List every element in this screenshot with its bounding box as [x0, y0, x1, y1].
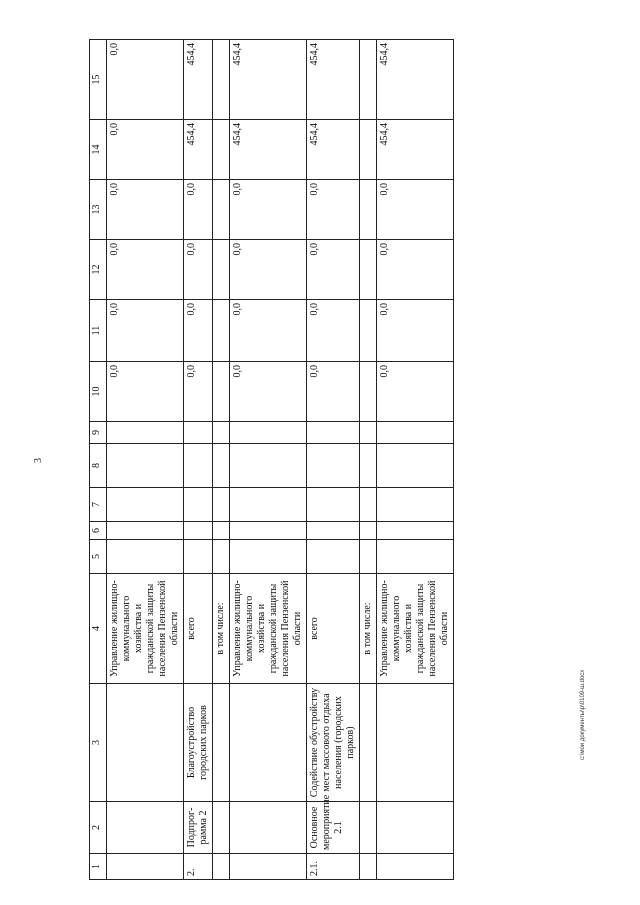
cell-col-2 — [230, 802, 307, 854]
cell-col-10 — [213, 362, 230, 422]
cell-col-13: 0,0 — [377, 180, 454, 240]
cell-col-1: 2. — [184, 854, 213, 880]
budget-table-rotated — [89, 40, 584, 880]
cell-col-15: 454,4 — [377, 40, 454, 120]
cell-col-5 — [184, 540, 213, 574]
cell-col-7 — [230, 488, 307, 522]
column-number-2: 2 — [90, 802, 107, 854]
cell-col-14: 454,4 — [377, 120, 454, 180]
table-row — [377, 40, 454, 880]
column-number-4: 4 — [90, 574, 107, 684]
column-number-6: 6 — [90, 522, 107, 540]
cell-col-15: 0,0 — [107, 40, 184, 120]
cell-col-9 — [213, 422, 230, 444]
cell-col-6 — [184, 522, 213, 540]
cell-col-13: 0,0 — [307, 180, 360, 240]
cell-col-7 — [307, 488, 360, 522]
column-number-3: 3 — [90, 684, 107, 802]
cell-col-10: 0,0 — [184, 362, 213, 422]
cell-col-12 — [360, 240, 377, 300]
cell-col-13: 0,0 — [184, 180, 213, 240]
cell-col-1 — [230, 854, 307, 880]
cell-col-2: Подпрог-рамма 2 — [184, 802, 213, 854]
cell-col-7 — [213, 488, 230, 522]
cell-col-14: 454,4 — [307, 120, 360, 180]
cell-col-11: 0,0 — [307, 300, 360, 362]
cell-col-9 — [307, 422, 360, 444]
cell-col-15 — [360, 40, 377, 120]
cell-col-12 — [213, 240, 230, 300]
cell-col-13: 0,0 — [107, 180, 184, 240]
column-number-9: 9 — [90, 422, 107, 444]
cell-col-12: 0,0 — [230, 240, 307, 300]
column-number-14: 14 — [90, 120, 107, 180]
cell-col-9 — [107, 422, 184, 444]
cell-col-9 — [184, 422, 213, 444]
table-row — [213, 40, 230, 880]
table-body — [107, 40, 454, 880]
cell-col-7 — [377, 488, 454, 522]
cell-col-3: Содействие обустройству мест массового отдыха населения (городских парков) — [307, 684, 360, 802]
cell-col-15: 454,4 — [307, 40, 360, 120]
cell-col-15: 454,4 — [230, 40, 307, 120]
cell-col-1 — [360, 854, 377, 880]
cell-col-3 — [377, 684, 454, 802]
cell-col-11: 0,0 — [377, 300, 454, 362]
column-number-15: 15 — [90, 40, 107, 120]
cell-col-7 — [107, 488, 184, 522]
cell-col-3 — [360, 684, 377, 802]
cell-col-5 — [307, 540, 360, 574]
cell-col-4: Управление жилищно-коммунального хозяйства и гражданской защиты населения Пензенской области — [230, 574, 307, 684]
cell-col-2: Основное мероприятие 2.1 — [307, 802, 360, 854]
cell-col-10 — [360, 362, 377, 422]
cell-col-6 — [107, 522, 184, 540]
cell-col-2 — [360, 802, 377, 854]
budget-table — [89, 39, 454, 880]
cell-col-14 — [213, 120, 230, 180]
cell-col-2 — [213, 802, 230, 854]
table-row — [307, 40, 360, 880]
cell-col-3 — [213, 684, 230, 802]
cell-col-11: 0,0 — [230, 300, 307, 362]
cell-col-1: 2.1. — [307, 854, 360, 880]
table-row — [360, 40, 377, 880]
cell-col-8 — [360, 444, 377, 488]
cell-col-4: Управление жилищно-коммунального хозяйства и гражданской защиты населения Пензенской области — [377, 574, 454, 684]
cell-col-8 — [230, 444, 307, 488]
column-number-8: 8 — [90, 444, 107, 488]
cell-col-6 — [213, 522, 230, 540]
cell-col-13: 0,0 — [230, 180, 307, 240]
cell-col-4: Управление жилищно-коммунального хозяйства и гражданской защиты населения Пензенской области — [107, 574, 184, 684]
table-row — [107, 40, 184, 880]
column-number-12: 12 — [90, 240, 107, 300]
cell-col-4: в том числе: — [213, 574, 230, 684]
cell-col-4: в том числе: — [360, 574, 377, 684]
cell-col-11: 0,0 — [184, 300, 213, 362]
cell-col-8 — [377, 444, 454, 488]
cell-col-13 — [213, 180, 230, 240]
cell-col-10: 0,0 — [377, 362, 454, 422]
column-number-10: 10 — [90, 362, 107, 422]
table-row — [230, 40, 307, 880]
cell-col-14: 0,0 — [107, 120, 184, 180]
cell-col-9 — [230, 422, 307, 444]
cell-col-8 — [184, 444, 213, 488]
cell-col-9 — [377, 422, 454, 444]
cell-col-7 — [184, 488, 213, 522]
cell-col-10: 0,0 — [230, 362, 307, 422]
cell-col-1 — [107, 854, 184, 880]
cell-col-5 — [360, 540, 377, 574]
cell-col-5 — [377, 540, 454, 574]
cell-col-10: 0,0 — [107, 362, 184, 422]
cell-col-11 — [360, 300, 377, 362]
column-number-11: 11 — [90, 300, 107, 362]
cell-col-8 — [213, 444, 230, 488]
cell-col-6 — [307, 522, 360, 540]
cell-col-11: 0,0 — [107, 300, 184, 362]
cell-col-3: Благоустройство городских парков — [184, 684, 213, 802]
cell-col-13 — [360, 180, 377, 240]
cell-col-12: 0,0 — [307, 240, 360, 300]
column-number-1: 1 — [90, 854, 107, 880]
cell-col-5 — [213, 540, 230, 574]
cell-col-10: 0,0 — [307, 362, 360, 422]
cell-col-15: 454,4 — [184, 40, 213, 120]
cell-col-4: всего — [184, 574, 213, 684]
cell-col-9 — [360, 422, 377, 444]
table-row — [184, 40, 213, 880]
cell-col-8 — [307, 444, 360, 488]
cell-col-4: всего — [307, 574, 360, 684]
cell-col-12: 0,0 — [184, 240, 213, 300]
cell-col-12: 0,0 — [377, 240, 454, 300]
column-number-row — [90, 40, 107, 880]
column-number-5: 5 — [90, 540, 107, 574]
column-number-7: 7 — [90, 488, 107, 522]
cell-col-14 — [360, 120, 377, 180]
cell-col-14: 454,4 — [230, 120, 307, 180]
cell-col-1 — [377, 854, 454, 880]
cell-col-6 — [230, 522, 307, 540]
cell-col-3 — [107, 684, 184, 802]
cell-col-6 — [360, 522, 377, 540]
document-path: c:\мои документы\р\0109-ш.docx — [580, 669, 586, 760]
cell-col-2 — [377, 802, 454, 854]
cell-col-1 — [213, 854, 230, 880]
page-number: 3 — [33, 458, 44, 463]
cell-col-2 — [107, 802, 184, 854]
cell-col-7 — [360, 488, 377, 522]
cell-col-12: 0,0 — [107, 240, 184, 300]
cell-col-3 — [230, 684, 307, 802]
column-number-13: 13 — [90, 180, 107, 240]
cell-col-11 — [213, 300, 230, 362]
cell-col-15 — [213, 40, 230, 120]
cell-col-14: 454,4 — [184, 120, 213, 180]
cell-col-6 — [377, 522, 454, 540]
cell-col-8 — [107, 444, 184, 488]
cell-col-5 — [230, 540, 307, 574]
cell-col-5 — [107, 540, 184, 574]
